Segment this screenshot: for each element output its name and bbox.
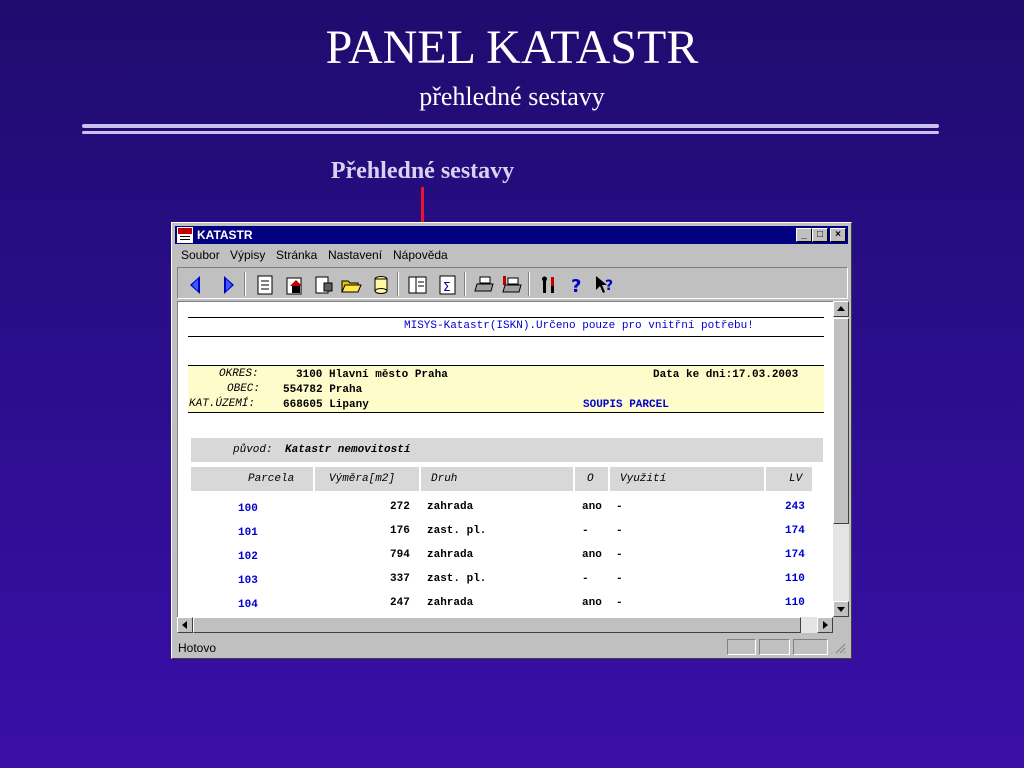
folder-open-icon[interactable] [340, 274, 362, 296]
menu-soubor[interactable]: Soubor [181, 248, 220, 262]
svg-text:Σ: Σ [443, 280, 451, 294]
slide-subtitle: přehledné sestavy [419, 82, 605, 111]
svg-text:?: ? [571, 276, 582, 296]
slide-title: PANEL KATASTR [325, 21, 699, 74]
col-vyuziti[interactable]: Využití [620, 473, 667, 485]
context-help-icon[interactable] [594, 274, 616, 296]
printer-setup-icon[interactable] [500, 274, 522, 296]
close-button[interactable]: × [830, 228, 846, 242]
col-parcela[interactable]: Parcela [248, 473, 295, 485]
parcela-link[interactable]: 102 [238, 551, 258, 563]
o-cell: ano [582, 597, 602, 609]
o-cell: ano [582, 501, 602, 513]
druh-cell: zahrada [427, 501, 474, 513]
katuzemi-label: KAT.ÚZEMÍ: [189, 398, 256, 410]
report-view[interactable] [177, 301, 833, 617]
horizontal-scrollbar[interactable] [177, 617, 833, 633]
help-icon[interactable] [566, 274, 588, 296]
window-title: KATASTR [197, 228, 253, 242]
vyuziti-cell: - [616, 501, 623, 513]
toolbar-separator [244, 272, 246, 296]
col-vymera[interactable]: Výměra[m2] [329, 473, 396, 485]
puvod-value: Katastr nemovitostí [285, 444, 411, 456]
divider-line [82, 124, 939, 128]
arrow-right-icon [818, 618, 832, 632]
col-druh[interactable]: Druh [431, 473, 458, 485]
lv-link[interactable]: 110 [785, 597, 805, 609]
callout-label: Přehledné sestavy [330, 158, 515, 184]
vymera-cell: 794 [390, 549, 410, 561]
svg-text:?: ? [605, 278, 614, 294]
druh-cell: zast. pl. [427, 525, 487, 537]
house-page-icon[interactable] [284, 274, 306, 296]
lv-link[interactable]: 174 [785, 525, 805, 537]
obec-value: 554782 Praha [283, 384, 363, 396]
app-icon[interactable] [177, 227, 193, 243]
page-arrow-icon[interactable] [313, 274, 335, 296]
scroll-thumb-horizontal[interactable] [193, 617, 801, 633]
minimize-button[interactable]: _ [796, 228, 812, 242]
printer-icon[interactable] [474, 274, 496, 296]
divider-line-thin [82, 131, 939, 134]
menu-vypisy[interactable]: Výpisy [230, 248, 266, 262]
status-panel [759, 639, 790, 655]
druh-cell: zahrada [427, 597, 474, 609]
toolbar-separator [464, 272, 466, 296]
lv-link[interactable]: 110 [785, 573, 805, 585]
o-cell: - [582, 525, 589, 537]
okres-value: 3100 Hlavní město Praha [296, 369, 448, 381]
tools-icon[interactable] [538, 274, 560, 296]
lv-link[interactable]: 243 [785, 501, 805, 513]
puvod-label: původ: [233, 444, 273, 456]
parcela-link[interactable]: 101 [238, 527, 258, 539]
forward-arrow-icon[interactable] [218, 274, 240, 296]
vyuziti-cell: - [616, 549, 623, 561]
status-panel [793, 639, 828, 655]
cylinder-icon[interactable] [370, 274, 392, 296]
druh-cell: zast. pl. [427, 573, 487, 585]
vymera-cell: 247 [390, 597, 410, 609]
col-o[interactable]: O [587, 473, 594, 485]
arrow-left-icon [178, 618, 192, 632]
druh-cell: zahrada [427, 549, 474, 561]
katastr-window [171, 222, 852, 659]
double-page-icon[interactable] [407, 274, 429, 296]
vyuziti-cell: - [616, 597, 623, 609]
status-panel [727, 639, 756, 655]
resize-grip-icon[interactable] [834, 642, 846, 654]
vymera-cell: 176 [390, 525, 410, 537]
back-arrow-icon[interactable] [185, 274, 207, 296]
status-text: Hotovo [178, 641, 217, 655]
toolbar-separator [397, 272, 399, 296]
status-bar [175, 637, 848, 657]
scroll-left-button[interactable] [177, 617, 193, 633]
okres-label: OKRES: [219, 368, 259, 380]
toolbar [177, 267, 848, 299]
title-bar[interactable] [175, 226, 848, 244]
scroll-up-button[interactable] [833, 301, 849, 317]
page-icon[interactable] [254, 274, 276, 296]
report-date: Data ke dni:17.03.2003 [653, 369, 799, 381]
katuzemi-value: 668605 Lipany [283, 399, 369, 411]
obec-label: OBEC: [227, 383, 261, 395]
parcela-link[interactable]: 100 [238, 503, 258, 515]
menu-napoveda[interactable]: Nápověda [393, 248, 448, 262]
scroll-down-button[interactable] [833, 601, 849, 617]
vymera-cell: 272 [390, 501, 410, 513]
toolbar-separator [528, 272, 530, 296]
sum-page-icon[interactable] [437, 274, 459, 296]
report-banner: MISYS-Katastr(ISKN).Určeno pouze pro vnitřní potřebu! [404, 320, 754, 332]
maximize-button[interactable]: □ [812, 228, 828, 242]
scroll-right-button[interactable] [817, 617, 833, 633]
col-lv[interactable]: LV [789, 473, 803, 485]
vyuziti-cell: - [616, 573, 623, 585]
menu-nastaveni[interactable]: Nastavení [328, 248, 383, 262]
o-cell: ano [582, 549, 602, 561]
lv-link[interactable]: 174 [785, 549, 805, 561]
menu-stranka[interactable]: Stránka [276, 248, 318, 262]
parcela-link[interactable]: 103 [238, 575, 258, 587]
report-name: SOUPIS PARCEL [583, 399, 669, 411]
o-cell: - [582, 573, 589, 585]
arrow-down-icon [834, 602, 848, 616]
parcela-link[interactable]: 104 [238, 599, 258, 611]
arrow-up-icon [834, 302, 848, 316]
menu-bar [175, 246, 848, 264]
scroll-thumb[interactable] [833, 318, 849, 524]
vyuziti-cell: - [616, 525, 623, 537]
vertical-scrollbar[interactable] [833, 301, 849, 617]
vymera-cell: 337 [390, 573, 410, 585]
